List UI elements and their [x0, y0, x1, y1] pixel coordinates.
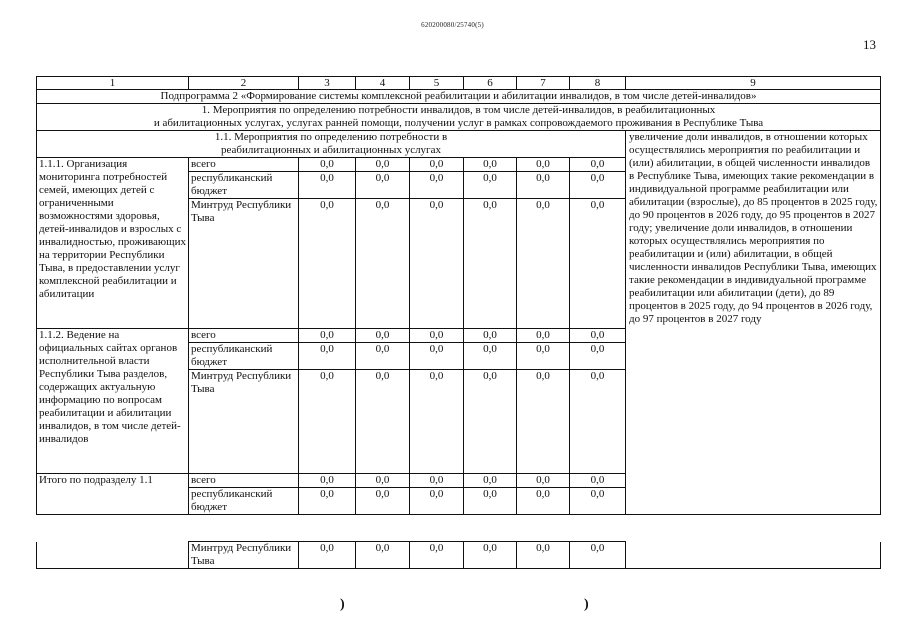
value-cell: 0,0 — [570, 329, 626, 343]
value-cell: 0,0 — [464, 343, 517, 370]
value-cell: 0,0 — [299, 343, 356, 370]
column-header: 9 — [626, 77, 881, 90]
value-cell: 0,0 — [570, 474, 626, 488]
value-cell: 0,0 — [299, 370, 356, 474]
value-cell: 0,0 — [356, 474, 410, 488]
funding-source: всего — [189, 158, 299, 172]
value-cell: 0,0 — [299, 172, 356, 199]
funding-source: Минтруд Республики Тыва — [189, 199, 299, 329]
value-cell: 0,0 — [570, 542, 626, 569]
value-cell: 0,0 — [410, 474, 464, 488]
value-cell: 0,0 — [570, 199, 626, 329]
column-header: 7 — [517, 77, 570, 90]
funding-source: Минтруд Республики Тыва — [189, 370, 299, 474]
value-cell: 0,0 — [517, 343, 570, 370]
value-cell: 0,0 — [464, 474, 517, 488]
value-cell: 0,0 — [517, 172, 570, 199]
column-header: 3 — [299, 77, 356, 90]
value-cell: 0,0 — [464, 488, 517, 515]
value-cell: 0,0 — [356, 343, 410, 370]
page-number: 13 — [863, 37, 876, 52]
column-number-row — [37, 77, 881, 90]
section-title-line: и абилитационных услугах, услугах ранней помощи, получении услуг в рамках сопровождаемого проживания в Республике Тыва — [153, 117, 764, 129]
section-row — [37, 104, 881, 131]
funding-source: республиканский бюджет — [189, 488, 299, 515]
value-cell: 0,0 — [517, 488, 570, 515]
program-table-end — [36, 541, 881, 569]
subsection-title: 1.1. Мероприятия по определению потребности в реабилитационных и абилитационных услугах — [37, 131, 626, 158]
value-cell: 0,0 — [464, 158, 517, 172]
subprogram-row — [37, 90, 881, 104]
funding-source: республиканский бюджет — [189, 172, 299, 199]
value-cell: 0,0 — [299, 474, 356, 488]
value-cell: 0,0 — [410, 158, 464, 172]
value-cell: 0,0 — [299, 488, 356, 515]
document-id: 620200080/25740(5) — [421, 21, 484, 29]
value-cell: 0,0 — [570, 158, 626, 172]
value-cell: 0,0 — [517, 199, 570, 329]
value-cell: 0,0 — [570, 370, 626, 474]
column-header: 6 — [464, 77, 517, 90]
value-cell: 0,0 — [356, 199, 410, 329]
value-cell: 0,0 — [356, 329, 410, 343]
value-cell: 0,0 — [410, 343, 464, 370]
value-cell: 0,0 — [410, 172, 464, 199]
value-cell: 0,0 — [356, 172, 410, 199]
column-header: 2 — [189, 77, 299, 90]
value-cell: 0,0 — [410, 370, 464, 474]
footer-mark: ) — [340, 597, 345, 612]
section-title-line: 1. Мероприятия по определению потребности инвалидов, в том числе детей-инвалидов, в реабилитационных — [201, 104, 716, 116]
value-cell: 0,0 — [410, 329, 464, 343]
column-header: 8 — [570, 77, 626, 90]
value-cell: 0,0 — [464, 370, 517, 474]
column-header: 4 — [356, 77, 410, 90]
value-cell: 0,0 — [410, 199, 464, 329]
value-cell: 0,0 — [410, 542, 464, 569]
value-cell: 0,0 — [356, 542, 410, 569]
value-cell: 0,0 — [299, 199, 356, 329]
value-cell: 0,0 — [517, 329, 570, 343]
value-cell: 0,0 — [356, 370, 410, 474]
value-cell: 0,0 — [517, 474, 570, 488]
value-cell: 0,0 — [464, 329, 517, 343]
column-header: 1 — [37, 77, 189, 90]
value-cell: 0,0 — [299, 329, 356, 343]
value-cell: 0,0 — [464, 199, 517, 329]
value-cell: 0,0 — [299, 158, 356, 172]
program-table — [36, 76, 881, 515]
value-cell: 0,0 — [570, 172, 626, 199]
value-cell: 0,0 — [410, 488, 464, 515]
section-title — [37, 104, 881, 131]
value-cell: 0,0 — [517, 158, 570, 172]
value-cell: 0,0 — [517, 542, 570, 569]
activity-name: 1.1.2. Ведение на официальных сайтах органов исполнительной власти Республики Тыва разделов, содержащих актуальную информацию по вопросам реабилитации и абилитации инвалидов, в том числе детей-инвалидов — [37, 329, 189, 474]
funding-source: всего — [189, 474, 299, 488]
indicator-description: увеличение доли инвалидов, в отношении которых осуществлялись мероприятия по реабилитации и (или) абилитации, в общей численности инвалидов в Республике Тыва, имеющих такие рекомендации в индивидуальной программе реабилитации или абилитации (взрослые), до 85 процентов в 2025 году, до 90 процентов в 2026 году, до 95 процентов в 2027 году; увеличение доли инвалидов, в отношении которых осуществлялись мероприятия по реабилитации и (или) абилитации, в общей численности инвалидов Республики Тыва, имеющих такие рекомендации в индивидуальной программе реабилитации или абилитации (дети), до 89 процентов в 2025 году, до 94 процентов в 2026 году, до 97 процентов в 2027 году — [626, 131, 881, 515]
value-cell: 0,0 — [464, 542, 517, 569]
funding-source: республиканский бюджет — [189, 343, 299, 370]
value-cell: 0,0 — [517, 370, 570, 474]
funding-source: всего — [189, 329, 299, 343]
value-cell: 0,0 — [299, 542, 356, 569]
value-cell: 0,0 — [570, 343, 626, 370]
indicator-continuation — [626, 542, 881, 569]
value-cell: 0,0 — [356, 488, 410, 515]
subtotal-continuation — [37, 542, 189, 569]
subsection-row — [37, 131, 881, 158]
column-header: 5 — [410, 77, 464, 90]
table-row — [37, 542, 881, 569]
activity-name: 1.1.1. Организация мониторинга потребностей семей, имеющих детей с ограниченными возможностями здоровья, детей-инвалидов и взрослых с инвалидностью, проживающих на территории Республики Тыва, в предоставлении услуг комплексной реабилитации и абилитации — [37, 158, 189, 329]
value-cell: 0,0 — [464, 172, 517, 199]
footer-mark: ) — [584, 597, 589, 612]
subprogram-title: Подпрограмма 2 «Формирование системы комплексной реабилитации и абилитации инвалидов, в том числе детей-инвалидов» — [37, 90, 881, 104]
value-cell: 0,0 — [570, 488, 626, 515]
value-cell: 0,0 — [356, 158, 410, 172]
subtotal-label: Итого по подразделу 1.1 — [37, 474, 189, 515]
funding-source: Минтруд Республики Тыва — [189, 542, 299, 569]
